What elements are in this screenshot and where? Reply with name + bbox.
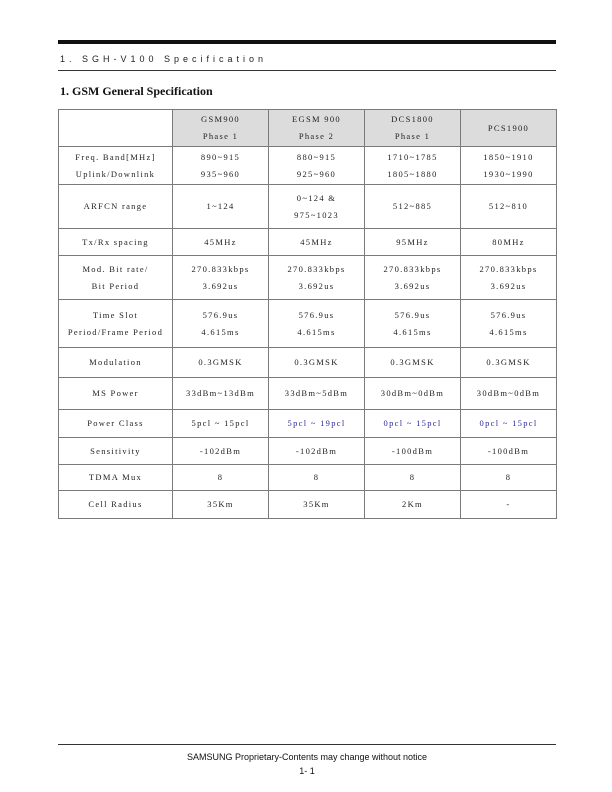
row-label-line: Cell Radius [88, 499, 143, 509]
table-cell [365, 147, 461, 185]
table-row-power-class [59, 410, 557, 438]
table-cell [365, 491, 461, 519]
running-header: 1. SGH-V100 Specification [60, 54, 268, 64]
footer-notice: SAMSUNG Proprietary-Contents may change without notice [186, 752, 428, 762]
cell-line: 576.9us [298, 309, 335, 320]
row-label [59, 147, 173, 185]
table-cell [269, 378, 365, 410]
cell-line: 3.692us [202, 280, 239, 291]
table-cell [173, 300, 269, 348]
table-cell [269, 465, 365, 491]
row-label [59, 348, 173, 378]
cell-line: 512~885 [392, 201, 433, 211]
cell-line: 270.833kbps [191, 263, 250, 274]
table-row-ms-power [59, 378, 557, 410]
table-header-row [59, 110, 557, 147]
cell-line: 8 [313, 472, 320, 482]
cell-line: 33dBm~13dBm [186, 388, 255, 398]
row-label-line: Period/Frame Period [67, 326, 164, 337]
table-cell [461, 348, 557, 378]
cell-line: 33dBm~5dBm [284, 388, 349, 398]
cell-line: 5pcl ~ 19pcl [287, 418, 346, 428]
table-cell [365, 438, 461, 465]
table-cell [365, 229, 461, 256]
table-cell [173, 229, 269, 256]
cell-line: 1~124 [206, 201, 235, 211]
cell-line: -100dBm [487, 445, 530, 456]
cell-line: -102dBm [295, 445, 338, 456]
cell-line: 925~960 [296, 168, 337, 179]
top-rule [58, 40, 556, 44]
table-cell [365, 185, 461, 229]
row-label-line: MS Power [92, 388, 139, 398]
table-cell-highlight [269, 410, 365, 438]
table-cell [365, 348, 461, 378]
table-cell [269, 185, 365, 229]
row-label [59, 300, 173, 348]
cell-line: 0.3GMSK [486, 357, 531, 367]
cell-line: 935~960 [200, 168, 241, 179]
row-label [59, 491, 173, 519]
cell-line: 576.9us [202, 309, 239, 320]
table-row-txrx-spacing [59, 229, 557, 256]
column-header-line: GSM900 [201, 114, 240, 124]
table-row-cell-radius [59, 491, 557, 519]
cell-line: 35Km [207, 499, 234, 509]
table-cell [269, 256, 365, 300]
cell-line: 890~915 [200, 151, 241, 162]
cell-line: -100dBm [391, 445, 434, 456]
cell-line: 0.3GMSK [390, 357, 435, 367]
cell-line: 4.615ms [297, 326, 336, 337]
cell-line: 270.833kbps [479, 263, 538, 274]
table-cell [461, 256, 557, 300]
cell-line: 512~810 [488, 201, 529, 211]
cell-line: 4.615ms [489, 326, 528, 337]
table-cell [461, 438, 557, 465]
table-cell [461, 300, 557, 348]
row-label-line: Time Slot [92, 309, 139, 320]
table-cell [173, 465, 269, 491]
cell-line: 270.833kbps [383, 263, 442, 274]
cell-line: 0~124 & [296, 192, 337, 203]
row-label [59, 378, 173, 410]
table-cell [173, 256, 269, 300]
cell-line: 4.615ms [393, 326, 432, 337]
table-cell [461, 147, 557, 185]
table-cell [173, 185, 269, 229]
column-header-line: Phase 1 [202, 131, 239, 141]
cell-line: 1710~1785 [387, 151, 438, 162]
table-cell-highlight [461, 410, 557, 438]
column-header-line: DCS1800 [391, 114, 434, 124]
cell-line: 0pcl ~ 15pcl [383, 418, 442, 428]
cell-line: 880~915 [296, 151, 337, 162]
table-cell-highlight [365, 410, 461, 438]
cell-line: 576.9us [394, 309, 431, 320]
row-label-line: Uplink/Downlink [75, 168, 156, 179]
table-row-tdma-mux [59, 465, 557, 491]
cell-line: 45MHz [204, 236, 237, 247]
cell-line: 1850~1910 [483, 151, 534, 162]
column-header-line: EGSM 900 [292, 114, 341, 124]
cell-line: 8 [505, 472, 512, 482]
table-cell [365, 300, 461, 348]
table-cell [365, 256, 461, 300]
table-cell [461, 491, 557, 519]
column-header-line: PCS1900 [487, 122, 530, 133]
table-cell [173, 410, 269, 438]
row-label-line: TDMA Mux [88, 472, 143, 482]
column-header-line: Phase 2 [298, 131, 335, 141]
table-cell [269, 229, 365, 256]
table-cell [461, 465, 557, 491]
section-title: 1. GSM General Specification [60, 84, 213, 98]
cell-line: - [506, 499, 511, 509]
table-cell [461, 378, 557, 410]
table-cell [269, 491, 365, 519]
table-cell [269, 438, 365, 465]
row-label-line: Freq. Band[MHz] [75, 151, 156, 162]
footer-divider [58, 744, 556, 745]
table-row-time-slot [59, 300, 557, 348]
table-row-sensitivity [59, 438, 557, 465]
cell-line: 0.3GMSK [198, 357, 243, 367]
row-label-line: Bit Period [91, 280, 140, 291]
column-header-gsm900 [173, 110, 269, 147]
row-label-line: Power Class [87, 418, 144, 428]
column-header-dcs1800 [365, 110, 461, 147]
cell-line: 0pcl ~ 15pcl [479, 418, 538, 428]
column-header-pcs1900 [461, 110, 557, 147]
gsm-spec-table [58, 109, 557, 519]
column-header-line: Phase 1 [394, 131, 431, 141]
cell-line: 35Km [303, 499, 330, 509]
table-corner-cell [59, 110, 173, 147]
table-cell [173, 438, 269, 465]
table-cell [173, 378, 269, 410]
cell-line: 270.833kbps [287, 263, 346, 274]
cell-line: 3.692us [490, 280, 527, 291]
page-number: 1- 1 [299, 766, 315, 776]
cell-line: 975~1023 [294, 209, 339, 220]
cell-line: 80MHz [492, 236, 525, 247]
cell-line: 3.692us [394, 280, 431, 291]
table-row-freq-band [59, 147, 557, 185]
cell-line: 5pcl ~ 15pcl [191, 418, 250, 428]
cell-line: 4.615ms [201, 326, 240, 337]
column-header-egsm900 [269, 110, 365, 147]
cell-line: 30dBm~0dBm [476, 388, 541, 398]
header-divider [58, 70, 556, 71]
table-cell [269, 147, 365, 185]
cell-line: 8 [409, 472, 416, 482]
row-label [59, 256, 173, 300]
cell-line: 95MHz [396, 236, 429, 247]
row-label-line: ARFCN range [83, 201, 148, 211]
table-cell [269, 348, 365, 378]
table-cell [173, 491, 269, 519]
cell-line: 576.9us [490, 309, 527, 320]
cell-line: 30dBm~0dBm [380, 388, 445, 398]
cell-line: 45MHz [300, 236, 333, 247]
cell-line: 0.3GMSK [294, 357, 339, 367]
row-label [59, 229, 173, 256]
cell-line: 2Km [402, 499, 423, 509]
table-row-arfcn [59, 185, 557, 229]
row-label [59, 438, 173, 465]
cell-line: 3.692us [298, 280, 335, 291]
table-cell [173, 348, 269, 378]
cell-line: 1805~1880 [387, 168, 438, 179]
row-label [59, 185, 173, 229]
row-label [59, 410, 173, 438]
table-cell [365, 465, 461, 491]
cell-line: -102dBm [199, 445, 242, 456]
row-label-line: Mod. Bit rate/ [82, 263, 149, 274]
row-label-line: Modulation [89, 357, 142, 367]
table-cell [173, 147, 269, 185]
row-label-line: Sensitivity [90, 445, 141, 456]
table-row-mod-bit-rate [59, 256, 557, 300]
cell-line: 8 [217, 472, 224, 482]
table-cell [461, 185, 557, 229]
cell-line: 1930~1990 [483, 168, 534, 179]
table-cell [365, 378, 461, 410]
row-label [59, 465, 173, 491]
table-row-modulation [59, 348, 557, 378]
row-label-line: Tx/Rx spacing [82, 236, 149, 247]
table-cell [269, 300, 365, 348]
table-cell [461, 229, 557, 256]
